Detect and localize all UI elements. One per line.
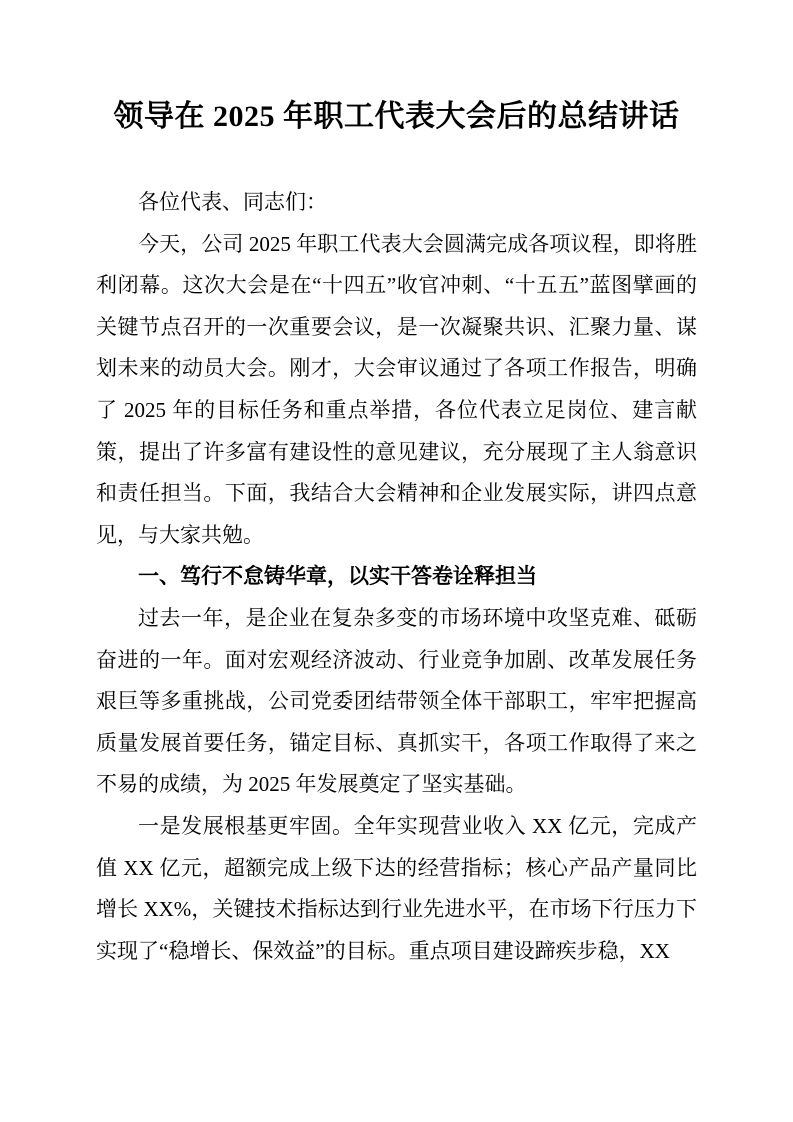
document-title: 领导在 2025 年职工代表大会后的总结讲话 [113, 100, 680, 133]
paragraph-year-review: 过去一年，是企业在复杂多变的市场环境中攻坚克难、砥砺奋进的一年。面对宏观经济波动、行业竞争加剧、改革发展任务艰巨等多重挑战，公司党委团结带领全体干部职工，牢牢把握高质量发展首要任务，锚定目标、真抓实干，各项工作取得了来之不易的成绩，为 2025 年发展奠定了坚实基础。 [96, 605, 697, 797]
section-heading-1: 一、笃行不怠铸华章，以实干答卷诠释担当 [138, 564, 537, 589]
paragraph-salutation: 各位代表、同志们： [138, 190, 327, 214]
paragraph-opening: 今天，公司 2025 年职工代表大会圆满完成各项议程，即将胜利闭幕。这次大会是在“十四五”收官冲刺、“十五五”蓝图擘画的关键节点召开的一次重要会议，是一次凝聚共识、汇聚力量、谋划未来的动员大会。刚才，大会审议通过了各项工作报告，明确了 2025 年的目标任务和重点举措，各位代表立足岗位、建言献策，提出了许多富有建设性的意见建议，充分展现了主人翁意识和责任担当。下面，我结合大会精神和企业发展实际，讲四点意见，与大家共勉。 [96, 231, 697, 547]
paragraph-achievements: 一是发展根基更牢固。全年实现营业收入 XX 亿元，完成产值 XX 亿元，超额完成上级下达的经营指标；核心产品产量同比增长 XX%，关键技术指标达到行业先进水平，在市场下行压力下实现了“稳增长、保效益”的目标。重点项目建设蹄疾步稳，XX [96, 813, 697, 963]
document-body [96, 182, 697, 972]
